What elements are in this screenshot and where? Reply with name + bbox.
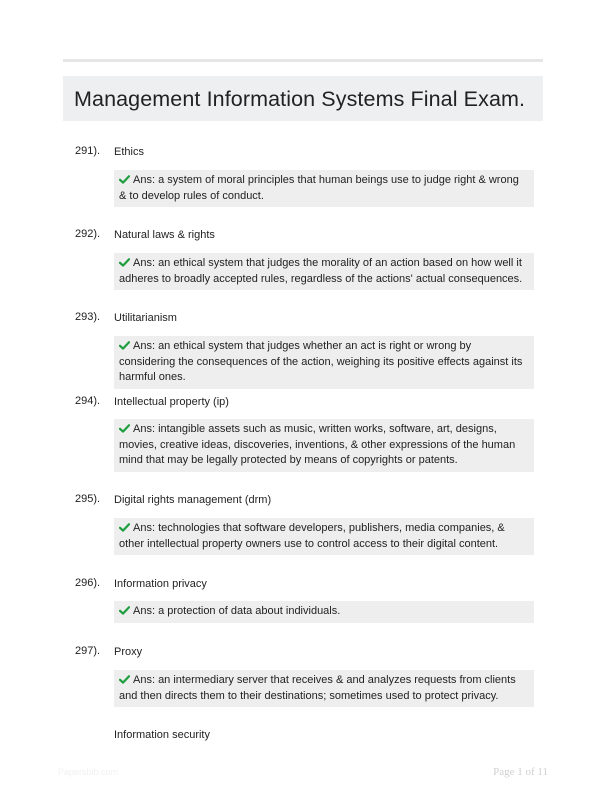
question-number: 293). xyxy=(75,311,101,323)
question-term: Intellectual property (ip) xyxy=(114,396,229,408)
answer-box xyxy=(114,670,534,707)
question-number: 294). xyxy=(75,395,101,407)
answer-text: Ans: an ethical system that judges the morality of an action based on how well it adheres to broadly accepted rules, regardless of the actions' actual consequences. xyxy=(119,257,523,285)
question-number: 291). xyxy=(75,145,101,157)
answer-box xyxy=(114,601,534,623)
answer-text: Ans: technologies that software developers, publishers, media companies, & other intellectual property owners use to control access to their digital content. xyxy=(119,522,505,550)
check-icon xyxy=(119,341,130,350)
answer-text: Ans: an ethical system that judges whether an act is right or wrong by considering the consequences of the action, weighing its positive effects against its harmful ones. xyxy=(119,340,523,383)
question-number: 295). xyxy=(75,493,101,505)
check-icon xyxy=(119,523,130,532)
answer-text: Ans: a protection of data about individuals. xyxy=(133,605,341,617)
answer-box xyxy=(114,336,534,389)
document-title: Management Information Systems Final Exam. xyxy=(74,87,526,111)
answer-text: Ans: a system of moral principles that human beings use to judge right & wrong & to develop rules of conduct. xyxy=(119,174,519,202)
title-banner xyxy=(63,76,543,121)
answer-text: Ans: an intermediary server that receives & and analyzes requests from clients and then directs them to their destinations; sometimes used to protect privacy. xyxy=(119,674,516,702)
answer-box xyxy=(114,419,534,472)
question-number: 296). xyxy=(75,577,101,589)
top-divider xyxy=(63,59,543,62)
question-term: Utilitarianism xyxy=(114,312,177,324)
question-term: Digital rights management (drm) xyxy=(114,494,272,506)
check-icon xyxy=(119,258,130,267)
check-icon xyxy=(119,424,130,433)
page-indicator: Page 1 of 11 xyxy=(493,766,548,778)
footer-site: Papersbib.com xyxy=(58,767,119,777)
check-icon xyxy=(119,175,130,184)
question-number: 297). xyxy=(75,645,101,657)
check-icon xyxy=(119,606,130,615)
question-term: Natural laws & rights xyxy=(114,229,215,241)
answer-text: Ans: intangible assets such as music, written works, software, art, designs, movies, creative ideas, discoveries, inventions, & other expressions of the human mind that may be legally protected by means of copyrights or patents. xyxy=(119,423,516,466)
question-number: 292). xyxy=(75,228,101,240)
answer-box xyxy=(114,253,534,290)
answer-box xyxy=(114,518,534,555)
question-term: Information security xyxy=(114,729,210,741)
question-term: Ethics xyxy=(114,146,144,158)
answer-box xyxy=(114,170,534,207)
check-icon xyxy=(119,675,130,684)
question-term: Proxy xyxy=(114,646,143,658)
question-term: Information privacy xyxy=(114,578,207,590)
